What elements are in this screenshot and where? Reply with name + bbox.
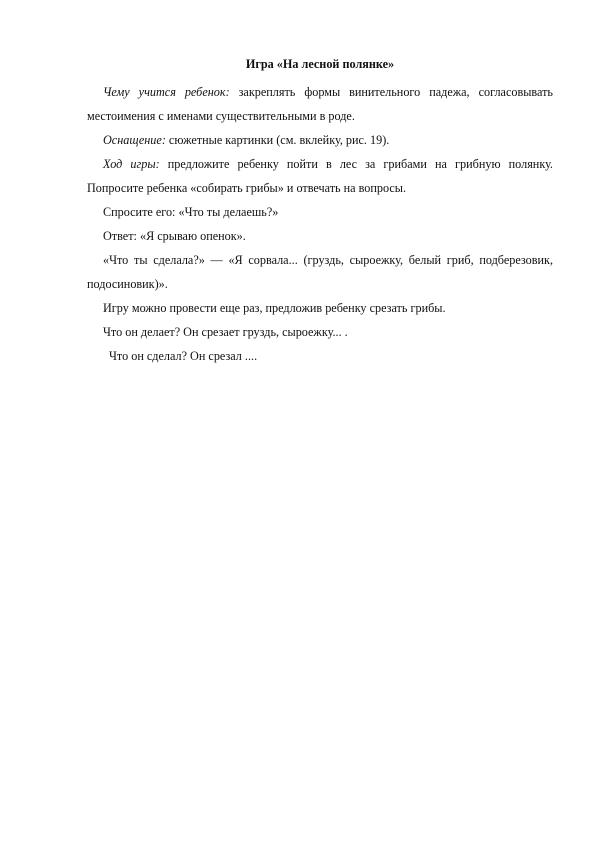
- paragraph-equipment: [87, 128, 553, 152]
- paragraph-what-did-you-do: «Что ты сделала?» — «Я сорвала... (груздь, сыроежку, белый гриб, подберезовик, подосиновик)».: [87, 253, 553, 291]
- document-title: Игра «На лесной полянке»: [245, 57, 395, 71]
- paragraph-what-child-learns: [87, 80, 553, 128]
- paragraph-label: Оснащение:: [103, 133, 166, 147]
- paragraph-repeat-game: Игру можно провести еще раз, предложив ребенку срезать грибы.: [103, 301, 446, 315]
- paragraph-what-did-he-do: Что он сделал? Он срезал ....: [109, 349, 258, 363]
- paragraph-what-is-he-doing: Что он делает? Он срезает груздь, сыроежку... .: [103, 325, 348, 339]
- paragraph-text: предложите ребенку пойти в лес за грибами на грибную полянку. Попросите ребенка «собирать грибы» и отвечать на вопросы.: [87, 157, 553, 195]
- paragraph-text: закреплять формы винительного падежа, согласовывать местоимения с именами существительными в роде.: [87, 85, 553, 123]
- paragraph-answer: Ответ: «Я срываю опенок».: [103, 229, 246, 243]
- paragraph-label: Чему учится ребенок:: [103, 85, 230, 99]
- paragraph-game-course: [87, 152, 553, 200]
- document-content: [87, 52, 553, 368]
- paragraph-ask-question: Спросите его: «Что ты делаешь?»: [103, 205, 279, 219]
- paragraph-label: Ход игры:: [103, 157, 160, 171]
- paragraph-text: сюжетные картинки (см. вклейку, рис. 19).: [165, 133, 390, 147]
